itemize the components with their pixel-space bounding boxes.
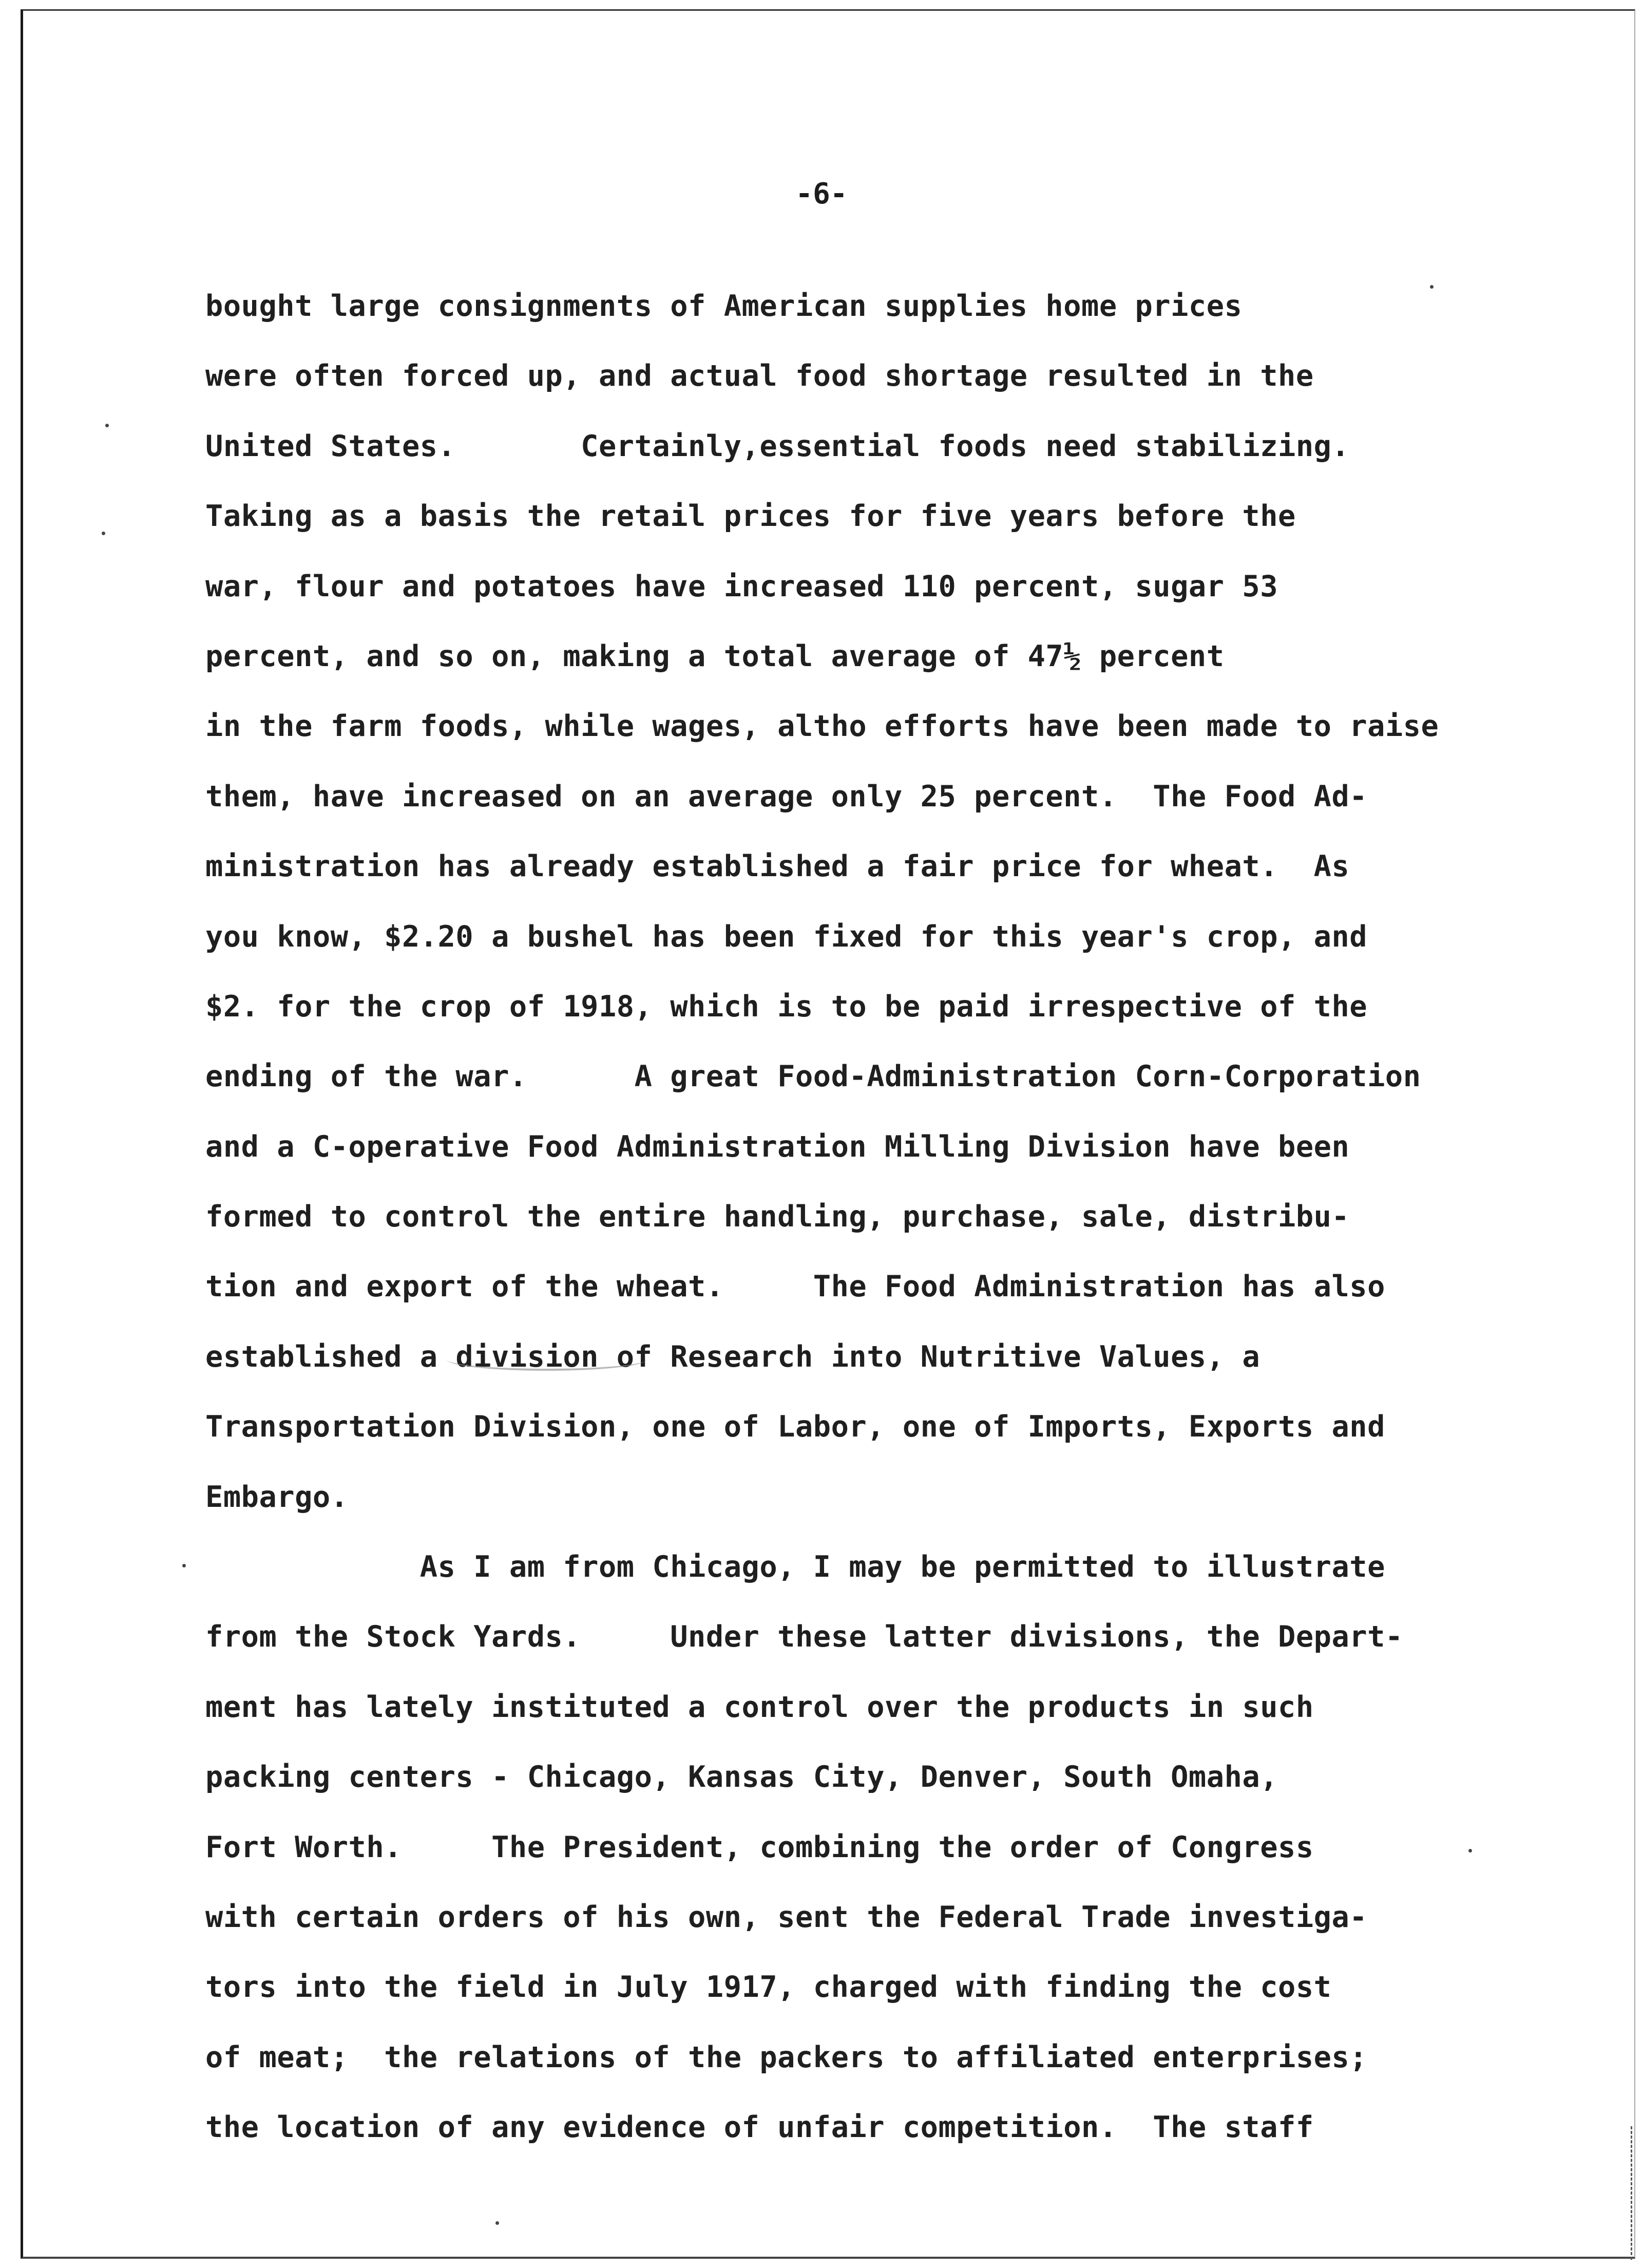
text-line: ment has lately instituted a control over the products in such	[205, 1690, 1314, 1724]
text-line: $2. for the crop of 1918, which is to be paid irrespective of the	[205, 989, 1368, 1024]
scan-speck	[105, 424, 109, 427]
text-line: formed to control the entire handling, purchase, sale, distribu-	[205, 1200, 1350, 1234]
text-line: of meat; the relations of the packers to affiliated enterprises;	[205, 2040, 1368, 2074]
text-line: war, flour and potatoes have increased 110 percent, sugar 53	[205, 569, 1278, 603]
text-line: Transportation Division, one of Labor, one of Imports, Exports and	[205, 1410, 1385, 1444]
text-line: Taking as a basis the retail prices for five years before the	[205, 499, 1296, 534]
text-line: percent, and so on, making a total average of 47½ percent	[205, 639, 1225, 673]
scan-speck	[1468, 1849, 1472, 1853]
scan-speck	[495, 2221, 499, 2225]
scan-edge-marks	[1631, 2126, 1637, 2260]
text-line: in the farm foods, while wages, altho efforts have been made to raise	[205, 709, 1439, 744]
text-line: ministration has already established a fair price for wheat. As	[205, 849, 1350, 884]
page-number: -6-	[795, 177, 848, 211]
text-line: established a division of Research into Nutritive Values, a	[205, 1339, 1260, 1374]
scan-speck	[102, 532, 105, 535]
text-line: ending of the war. A great Food-Administration Corn-Corporation	[205, 1060, 1421, 1094]
text-line: Embargo.	[205, 1480, 349, 1514]
text-line: tion and export of the wheat. The Food Administration has also	[205, 1270, 1385, 1304]
text-line: from the Stock Yards. Under these latter divisions, the Depart-	[205, 1620, 1403, 1654]
text-line: and a C-operative Food Administration Milling Division have been	[205, 1129, 1350, 1164]
text-line: Fort Worth. The President, combining the order of Congress	[205, 1830, 1314, 1864]
text-line: you know, $2.20 a bushel has been fixed for this year's crop, and	[205, 919, 1368, 954]
text-line: them, have increased on an average only 25 percent. The Food Ad-	[205, 779, 1368, 814]
text-line: the location of any evidence of unfair competition. The staff	[205, 2110, 1314, 2145]
scan-speck	[182, 1564, 186, 1567]
pencil-smudge	[447, 1348, 647, 1371]
text-line: with certain orders of his own, sent the Federal Trade investiga-	[205, 1900, 1368, 1934]
document-body	[205, 285, 1592, 2177]
scan-speck	[1430, 285, 1434, 289]
text-line: United States. Certainly,essential foods need stabilizing.	[205, 429, 1350, 463]
text-line: bought large consignments of American supplies home prices	[205, 289, 1243, 323]
text-line: tors into the field in July 1917, charged with finding the cost	[205, 1970, 1332, 2005]
text-line: packing centers - Chicago, Kansas City, Denver, South Omaha,	[205, 1760, 1278, 1794]
text-line: were often forced up, and actual food shortage resulted in the	[205, 359, 1314, 393]
text-line: As I am from Chicago, I may be permitted to illustrate	[205, 1550, 1385, 1584]
